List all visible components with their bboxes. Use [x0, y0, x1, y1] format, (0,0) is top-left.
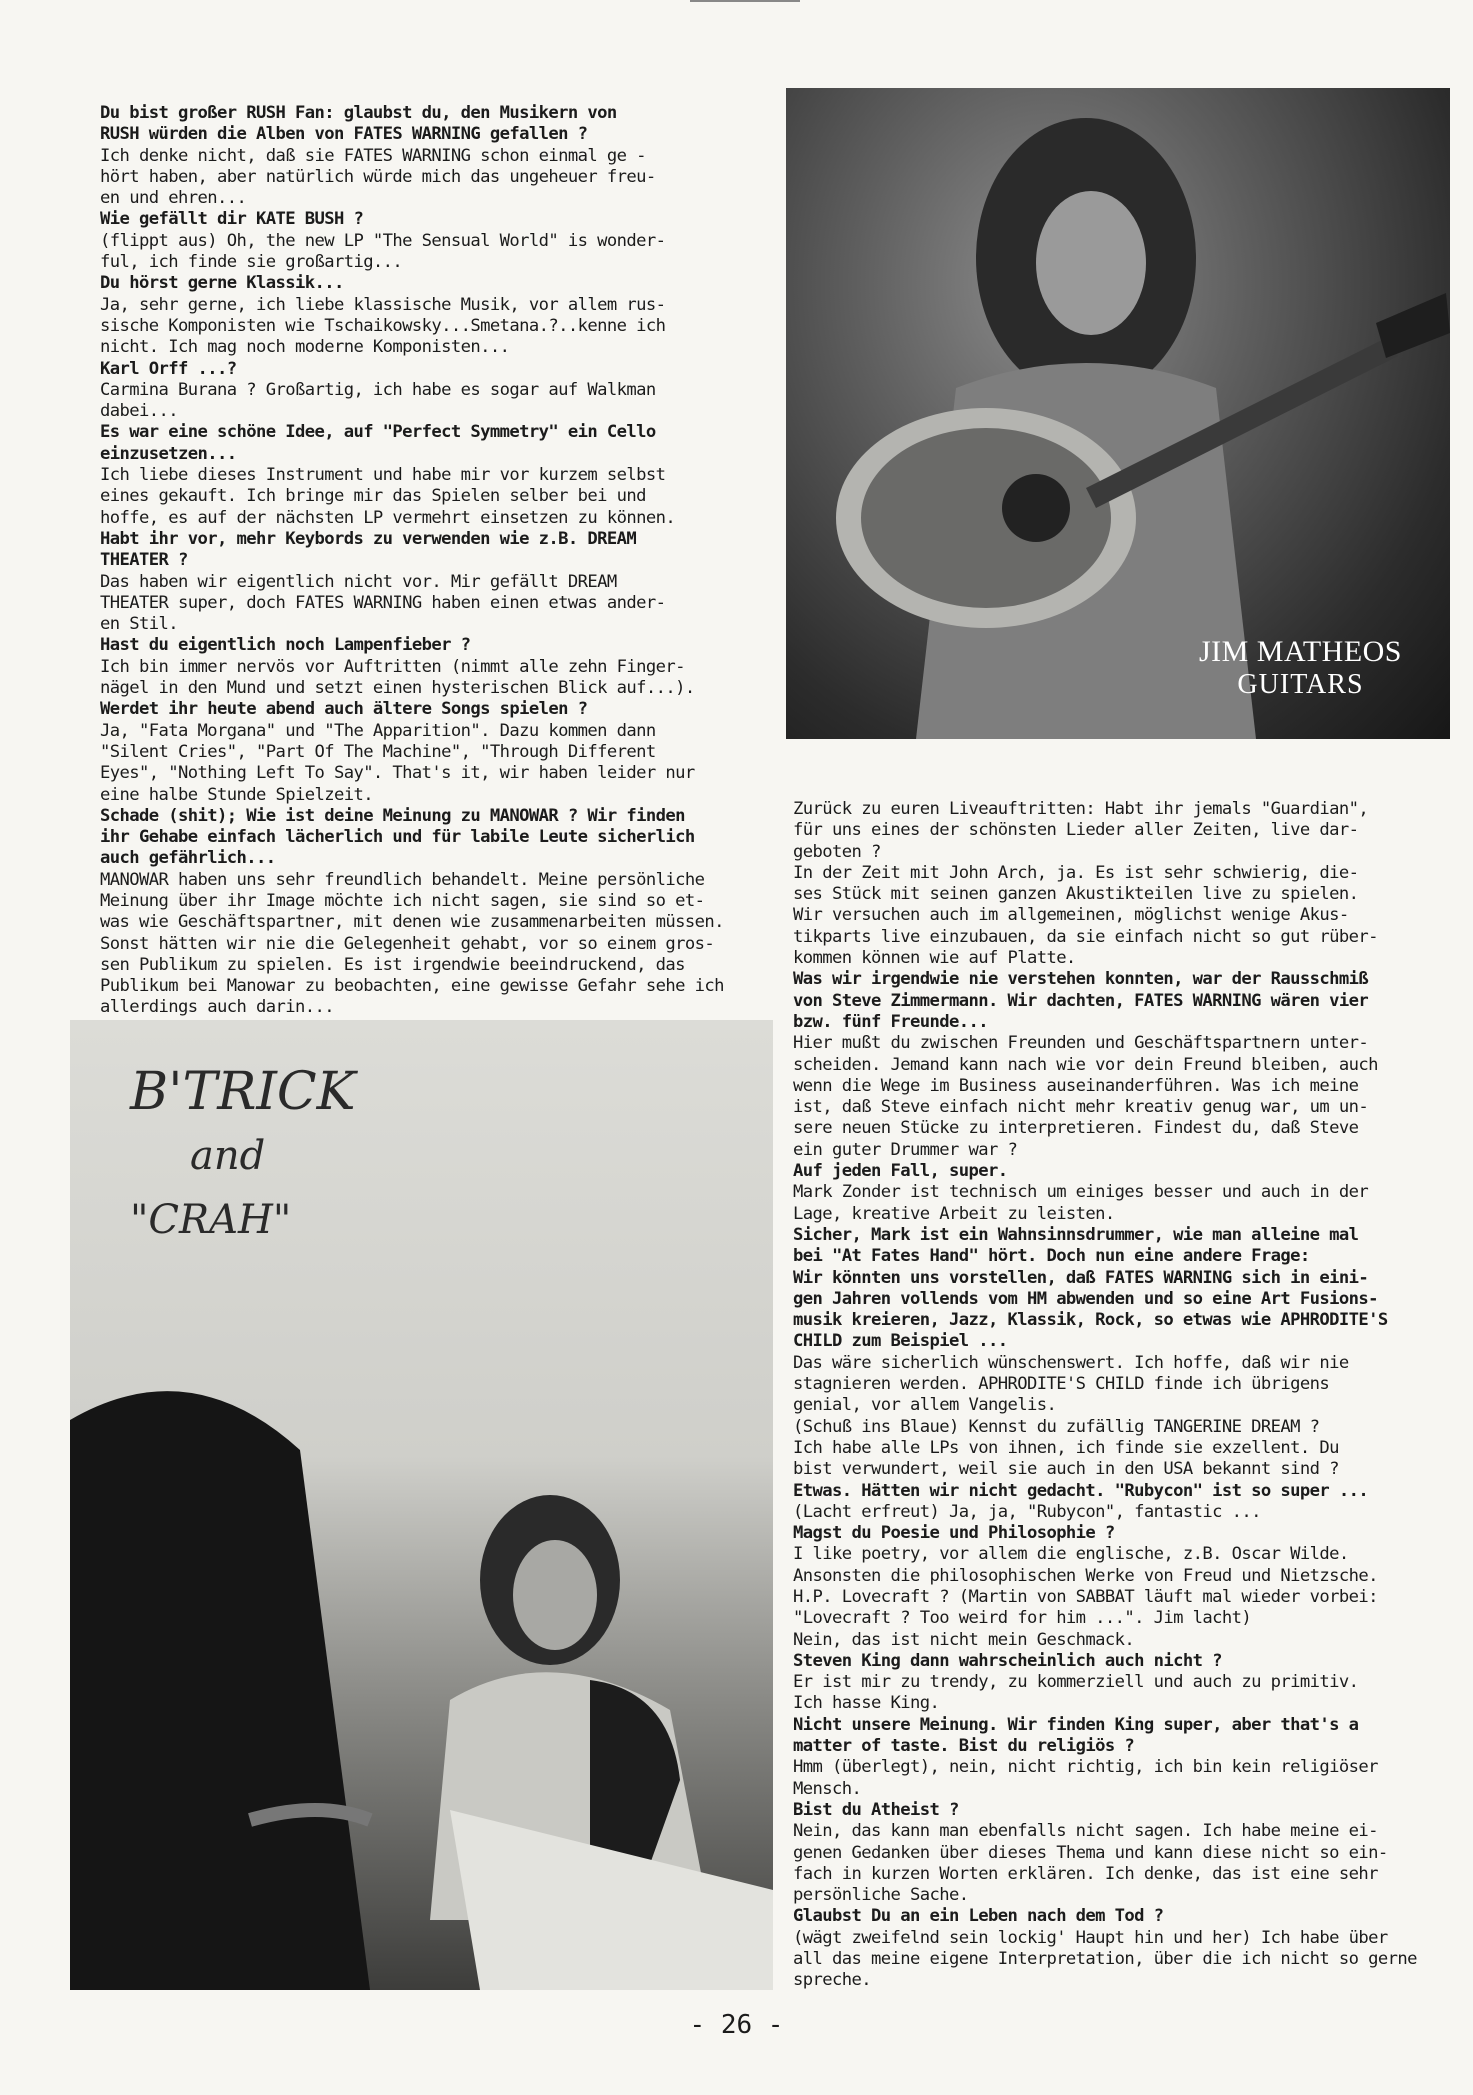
- right-question-line: von Steve Zimmermann. Wir dachten, FATES WARNING wären vier: [793, 990, 1369, 1011]
- left-question-line: Du hörst gerne Klassik...: [100, 273, 344, 294]
- right-answer-line: "Lovecraft ? Too weird for him ...". Jim lacht): [793, 1608, 1252, 1629]
- right-answer-line: Das wäre sicherlich wünschenswert. Ich hoffe, daß wir nie: [793, 1352, 1349, 1373]
- right-answer-line: scheiden. Jemand kann nach wie vor dein Freund bleiben, auch: [793, 1054, 1378, 1075]
- right-answer-line: Hmm (überlegt), nein, nicht richtig, ich bin kein religiöser: [793, 1757, 1378, 1778]
- right-question-line: matter of taste. Bist du religiös ?: [793, 1736, 1135, 1757]
- right-answer-line: In der Zeit mit John Arch, ja. Es ist sehr schwierig, die-: [793, 862, 1359, 883]
- right-answer-line: Ich hasse King.: [793, 1693, 940, 1714]
- graffiti-line-1: B'TRICK: [130, 1062, 356, 1122]
- top-rule: [690, 0, 800, 2]
- right-answer-line: Ich habe alle LPs von ihnen, ich finde sie exzellent. Du: [793, 1437, 1339, 1458]
- left-question-line: einzusetzen...: [100, 443, 237, 464]
- right-answer-line: stagnieren werden. APHRODITE'S CHILD finde ich übrigens: [793, 1374, 1330, 1395]
- left-answer-line: THEATER super, doch FATES WARNING haben einen etwas ander-: [100, 592, 666, 613]
- right-answer-line: ein guter Drummer war ?: [793, 1139, 1018, 1160]
- right-answer-line: ses Stück mit seinen ganzen Akustikteilen live zu spielen.: [793, 884, 1359, 905]
- right-answer-line: Mark Zonder ist technisch um einiges besser und auch in der: [793, 1182, 1369, 1203]
- left-answer-line: MANOWAR haben uns sehr freundlich behandelt. Meine persönliche: [100, 869, 705, 890]
- right-question-line: Was wir irgendwie nie verstehen konnten, war der Rausschmiß: [793, 969, 1369, 990]
- interview-text-right-column: [793, 799, 1448, 1992]
- left-question-line: Wie gefällt dir KATE BUSH ?: [100, 209, 364, 230]
- left-question-line: Du bist großer RUSH Fan: glaubst du, den Musikern von: [100, 103, 617, 123]
- left-answer-line: Das haben wir eigentlich nicht vor. Mir gefällt DREAM: [100, 571, 617, 592]
- right-answer-line: Lage, kreative Arbeit zu leisten.: [793, 1203, 1115, 1224]
- left-question-line: Schade (shit); Wie ist deine Meinung zu MANOWAR ? Wir finden: [100, 805, 685, 826]
- right-answer-line: Nein, das kann man ebenfalls nicht sagen. Ich habe meine ei-: [793, 1821, 1378, 1842]
- left-answer-line: eine halbe Stunde Spielzeit.: [100, 784, 373, 805]
- right-answer-line: kommen können wie auf Platte.: [793, 948, 1076, 969]
- left-question-line: ihr Gehabe einfach lächerlich und für labile Leute sicherlich: [100, 827, 695, 848]
- right-answer-line: I like poetry, vor allem die englische, z.B. Oscar Wilde.: [793, 1544, 1349, 1565]
- right-answer-line: genial, vor allem Vangelis.: [793, 1395, 1057, 1416]
- page-number: - 26 -: [689, 2010, 784, 2040]
- left-answer-line: Ich liebe dieses Instrument und habe mir vor kurzem selbst: [100, 465, 666, 486]
- right-answer-line: H.P. Lovecraft ? (Martin von SABBAT läuft mal wieder vorbei:: [793, 1586, 1378, 1607]
- left-answer-line: nägel in den Mund und setzt einen hysterischen Blick auf...).: [100, 678, 695, 699]
- right-answer-line: genen Gedanken über dieses Thema und kann diese nicht so ein-: [793, 1842, 1388, 1863]
- left-answer-line: en Stil.: [100, 614, 178, 635]
- right-answer-line: tikparts live einzubauen, da sie einfach nicht so gut rüber-: [793, 926, 1378, 947]
- right-answer-line: geboten ?: [793, 841, 881, 862]
- left-answer-line: Ja, sehr gerne, ich liebe klassische Musik, vor allem rus-: [100, 294, 666, 315]
- left-answer-line: Ich denke nicht, daß sie FATES WARNING schon einmal ge -: [100, 145, 646, 166]
- right-question-line: Sicher, Mark ist ein Wahnsinnsdrummer, wie man alleine mal: [793, 1224, 1359, 1245]
- left-answer-line: Carmina Burana ? Großartig, ich habe es sogar auf Walkman: [100, 379, 656, 400]
- right-answer-line: Er ist mir zu trendy, zu kommerziell und auch zu primitiv.: [793, 1672, 1359, 1693]
- right-question-line: musik kreieren, Jazz, Klassik, Rock, so etwas wie APHRODITE'S: [793, 1310, 1388, 1331]
- left-answer-line: ful, ich finde sie großartig...: [100, 252, 403, 273]
- left-answer-line: en und ehren...: [100, 188, 247, 209]
- right-answer-line: Nein, das ist nicht mein Geschmack.: [793, 1629, 1135, 1650]
- right-answer-line: ist, daß Steve einfach nicht mehr kreativ genug war, um un-: [793, 1097, 1369, 1118]
- right-answer-line: Zurück zu euren Liveauftritten: Habt ihr jemals "Guardian",: [793, 799, 1369, 819]
- right-answer-line: Ansonsten die philosophischen Werke von Freud und Nietzsche.: [793, 1565, 1378, 1586]
- left-answer-line: dabei...: [100, 401, 178, 422]
- left-answer-line: allerdings auch darin...: [100, 997, 334, 1018]
- guitar-player-photo: [786, 88, 1450, 739]
- right-question-line: Auf jeden Fall, super.: [793, 1161, 1008, 1182]
- right-question-line: gen Jahren vollends vom HM abwenden und so eine Art Fusions-: [793, 1288, 1378, 1309]
- left-answer-line: eines gekauft. Ich bringe mir das Spielen selber bei und: [100, 486, 646, 507]
- right-answer-line: sere neuen Stücke zu interpretieren. Findest du, daß Steve: [793, 1118, 1359, 1139]
- right-answer-line: (Schuß ins Blaue) Kennst du zufällig TANGERINE DREAM ?: [793, 1416, 1320, 1437]
- left-answer-line: sische Komponisten wie Tschaikowsky...Smetana.?..kenne ich: [100, 315, 666, 336]
- interview-text-left-column: [100, 103, 780, 1019]
- right-answer-line: bist verwundert, weil sie auch in den USA bekannt sind ?: [793, 1459, 1339, 1480]
- left-question-line: Hast du eigentlich noch Lampenfieber ?: [100, 635, 471, 656]
- left-answer-line: Meinung über ihr Image möchte ich nicht sagen, sie sind so et-: [100, 890, 705, 911]
- left-answer-line: was wie Geschäftspartner, mit denen wie zusammenarbeiten müssen.: [100, 912, 724, 933]
- right-answer-line: (Lacht erfreut) Ja, ja, "Rubycon", fantastic ...: [793, 1501, 1261, 1522]
- left-answer-line: sen Publikum zu spielen. Es ist irgendwie beeindruckend, das: [100, 954, 685, 975]
- right-question-line: Steven King dann wahrscheinlich auch nicht ?: [793, 1650, 1222, 1671]
- right-answer-line: spreche.: [793, 1970, 871, 1991]
- right-answer-line: Wir versuchen auch im allgemeinen, möglichst wenige Akus-: [793, 905, 1349, 926]
- right-question-line: Etwas. Hätten wir nicht gedacht. "Rubycon" ist so super ...: [793, 1480, 1369, 1501]
- left-question-line: Habt ihr vor, mehr Keybords zu verwenden wie z.B. DREAM: [100, 528, 637, 549]
- left-question-line: Karl Orff ...?: [100, 358, 237, 379]
- left-answer-line: hört haben, aber natürlich würde mich das ungeheuer freu-: [100, 166, 656, 187]
- left-question-line: THEATER ?: [100, 550, 188, 571]
- left-question-line: Es war eine schöne Idee, auf "Perfect Symmetry" ein Cello: [100, 422, 656, 443]
- right-answer-line: Mensch.: [793, 1778, 862, 1799]
- right-answer-line: fach in kurzen Worten erklären. Ich denke, das ist eine sehr: [793, 1863, 1378, 1884]
- right-answer-line: (wägt zweifelnd sein lockig' Haupt hin und her) Ich habe über: [793, 1927, 1388, 1948]
- left-answer-line: Ja, "Fata Morgana" und "The Apparition". Dazu kommen dann: [100, 720, 656, 741]
- left-answer-line: hoffe, es auf der nächsten LP vermehrt einsetzen zu können.: [100, 507, 676, 528]
- left-answer-line: Eyes", "Nothing Left To Say". That's it, wir haben leider nur: [100, 763, 695, 784]
- right-answer-line: all das meine eigene Interpretation, über die ich nicht so gerne: [793, 1949, 1417, 1970]
- caption-role: GUITARS: [1237, 669, 1364, 700]
- left-question-line: auch gefährlich...: [100, 848, 276, 869]
- left-answer-line: Ich bin immer nervös vor Auftritten (nimmt alle zehn Finger-: [100, 656, 685, 677]
- right-answer-line: wenn die Wege im Business auseinanderführen. Was ich meine: [793, 1075, 1359, 1096]
- right-question-line: Nicht unsere Meinung. Wir finden King super, aber that's a: [793, 1714, 1359, 1735]
- right-answer-line: persönliche Sache.: [793, 1885, 969, 1906]
- right-answer-line: für uns eines der schönsten Lieder aller Zeiten, live dar-: [793, 820, 1359, 841]
- right-question-line: Bist du Atheist ?: [793, 1799, 959, 1820]
- right-question-line: bei "At Fates Hand" hört. Doch nun eine andere Frage:: [793, 1246, 1310, 1267]
- right-question-line: bzw. fünf Freunde...: [793, 1011, 988, 1032]
- left-answer-line: Publikum bei Manowar zu beobachten, eine gewisse Gefahr sehe ich: [100, 976, 724, 997]
- left-answer-line: nicht. Ich mag noch moderne Komponisten...: [100, 337, 510, 358]
- graffiti-line-3: "CRAH": [130, 1197, 292, 1243]
- graffiti-line-2: and: [190, 1133, 266, 1179]
- interview-figures: [70, 1020, 773, 1990]
- left-answer-line: Sonst hätten wir nie die Gelegenheit gehabt, vor so einem gros-: [100, 933, 715, 954]
- left-answer-line: (flippt aus) Oh, the new LP "The Sensual World" is wonder-: [100, 230, 666, 251]
- left-answer-line: "Silent Cries", "Part Of The Machine", "Through Different: [100, 741, 656, 762]
- right-answer-line: Hier mußt du zwischen Freunden und Geschäftspartnern unter-: [793, 1033, 1369, 1054]
- right-question-line: Wir könnten uns vorstellen, daß FATES WARNING sich in eini-: [793, 1267, 1369, 1288]
- interview-scene-photo: [70, 1020, 773, 1990]
- right-question-line: Magst du Poesie und Philosophie ?: [793, 1523, 1115, 1544]
- right-question-line: CHILD zum Beispiel ...: [793, 1331, 1008, 1352]
- photo-caption: [1199, 635, 1402, 701]
- right-question-line: Glaubst Du an ein Leben nach dem Tod ?: [793, 1906, 1164, 1927]
- left-question-line: Werdet ihr heute abend auch ältere Songs spielen ?: [100, 699, 588, 720]
- caption-name: JIM MATHEOS: [1198, 635, 1402, 668]
- left-question-line: RUSH würden die Alben von FATES WARNING gefallen ?: [100, 124, 588, 145]
